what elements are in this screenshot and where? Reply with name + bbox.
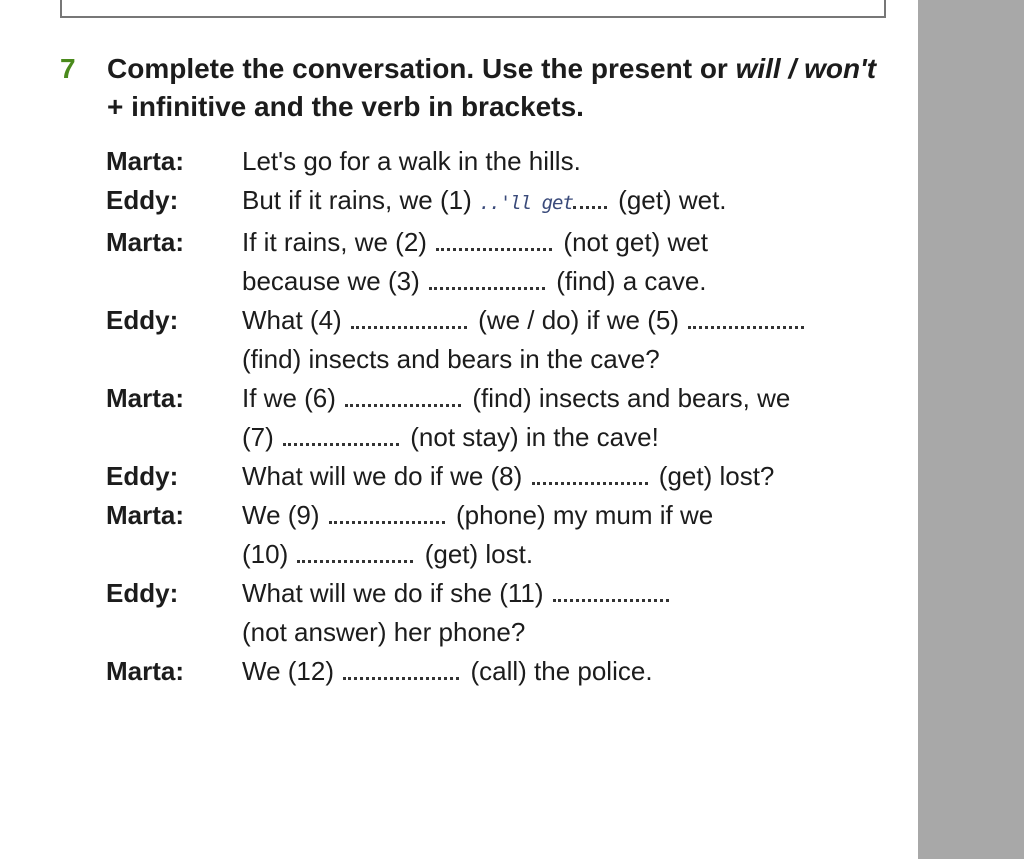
dialogue-line (106, 340, 896, 379)
speaker-label: Marta: (106, 146, 185, 176)
exercise-7 (58, 50, 898, 686)
line-text (242, 652, 892, 691)
dialogue-line (106, 142, 896, 181)
line-text-part: (we / do) if we (5) (478, 305, 679, 335)
line-text (242, 379, 892, 418)
line-text-part: Let's go for a walk in the hills. (242, 146, 581, 176)
background-margin (918, 0, 1024, 859)
dialogue-line (106, 301, 896, 340)
dialogue-line (106, 652, 896, 691)
line-text-part: We (9) (242, 500, 320, 530)
instruction-part2: + infinitive and the verb in brackets. (107, 91, 584, 122)
line-text (242, 457, 892, 496)
line-text-part: (get) lost. (424, 539, 534, 569)
line-text (242, 223, 892, 262)
line-text (242, 340, 892, 379)
answer-gap-7[interactable] (283, 425, 399, 446)
dialogue-line (106, 535, 896, 574)
answer-gap-3[interactable] (429, 269, 545, 290)
line-text-part: What will we do if we (8) (242, 461, 523, 491)
line-text-part: because we (3) (242, 266, 420, 296)
exercise-header (58, 50, 898, 126)
answer-gap-6[interactable] (345, 386, 461, 407)
answer-gap-5[interactable] (688, 308, 804, 329)
line-text-part: But if it rains, we (1) (242, 185, 472, 215)
line-text-part: (not stay) in the cave! (410, 422, 659, 452)
line-text-part: (7) (242, 422, 274, 452)
line-text-part: If it rains, we (2) (242, 227, 427, 257)
line-text (242, 418, 892, 457)
speaker-label: Marta: (106, 227, 185, 257)
dialogue-line (106, 223, 896, 262)
speaker-label: Eddy: (106, 185, 179, 215)
line-text-part: (find) insects and bears, we (472, 383, 791, 413)
conversation (106, 142, 896, 691)
exercise-instructions (107, 50, 897, 126)
line-text-part: We (12) (242, 656, 334, 686)
dialogue-line (106, 457, 896, 496)
answer-gap-10[interactable] (297, 542, 413, 563)
line-text-part: (get) wet. (618, 185, 727, 215)
line-text-part: (10) (242, 539, 289, 569)
line-text-part: (not get) wet (563, 227, 708, 257)
speaker-label: Eddy: (106, 578, 179, 608)
line-text (242, 613, 892, 652)
answer-gap-8[interactable] (532, 464, 648, 485)
line-text (242, 535, 892, 574)
line-text-part: (get) lost? (658, 461, 775, 491)
line-text (242, 181, 892, 223)
line-text-part: (not answer) her phone? (242, 617, 526, 647)
dialogue-line (106, 379, 896, 418)
line-text (242, 301, 892, 340)
dialogue-line (106, 574, 896, 613)
instruction-will: will / (735, 53, 797, 84)
handwritten-answer-1[interactable]: ..'ll get (478, 192, 573, 214)
instruction-part1: Complete the conversation. Use the present or (107, 53, 736, 84)
previous-exercise-box (60, 0, 886, 18)
instruction-wont: won't (804, 53, 877, 84)
answer-gap-9[interactable] (329, 503, 445, 524)
exercise-number: 7 (60, 53, 76, 84)
line-text-part: (phone) my mum if we (456, 500, 714, 530)
speaker-label: Marta: (106, 656, 185, 686)
dialogue-line (106, 262, 896, 301)
answer-gap-4[interactable] (351, 308, 467, 329)
speaker-label: Marta: (106, 500, 185, 530)
dialogue-line (106, 181, 896, 223)
line-text-part: If we (6) (242, 383, 336, 413)
speaker-label: Marta: (106, 383, 185, 413)
answer-gap-1-rest (573, 188, 607, 209)
line-text (242, 496, 892, 535)
answer-gap-11[interactable] (553, 581, 669, 602)
dialogue-line (106, 418, 896, 457)
line-text (242, 574, 892, 613)
speaker-label: Eddy: (106, 305, 179, 335)
dialogue-line (106, 613, 896, 652)
line-text-part: (find) insects and bears in the cave? (242, 344, 660, 374)
line-text-part: What will we do if she (11) (242, 578, 544, 608)
line-text-part: (call) the police. (470, 656, 653, 686)
line-text-part: (find) a cave. (556, 266, 707, 296)
line-text (242, 262, 892, 301)
answer-gap-12[interactable] (343, 659, 459, 680)
dialogue-line (106, 496, 896, 535)
line-text (242, 142, 892, 181)
speaker-label: Eddy: (106, 461, 179, 491)
answer-gap-2[interactable] (436, 230, 552, 251)
line-text-part: What (4) (242, 305, 342, 335)
